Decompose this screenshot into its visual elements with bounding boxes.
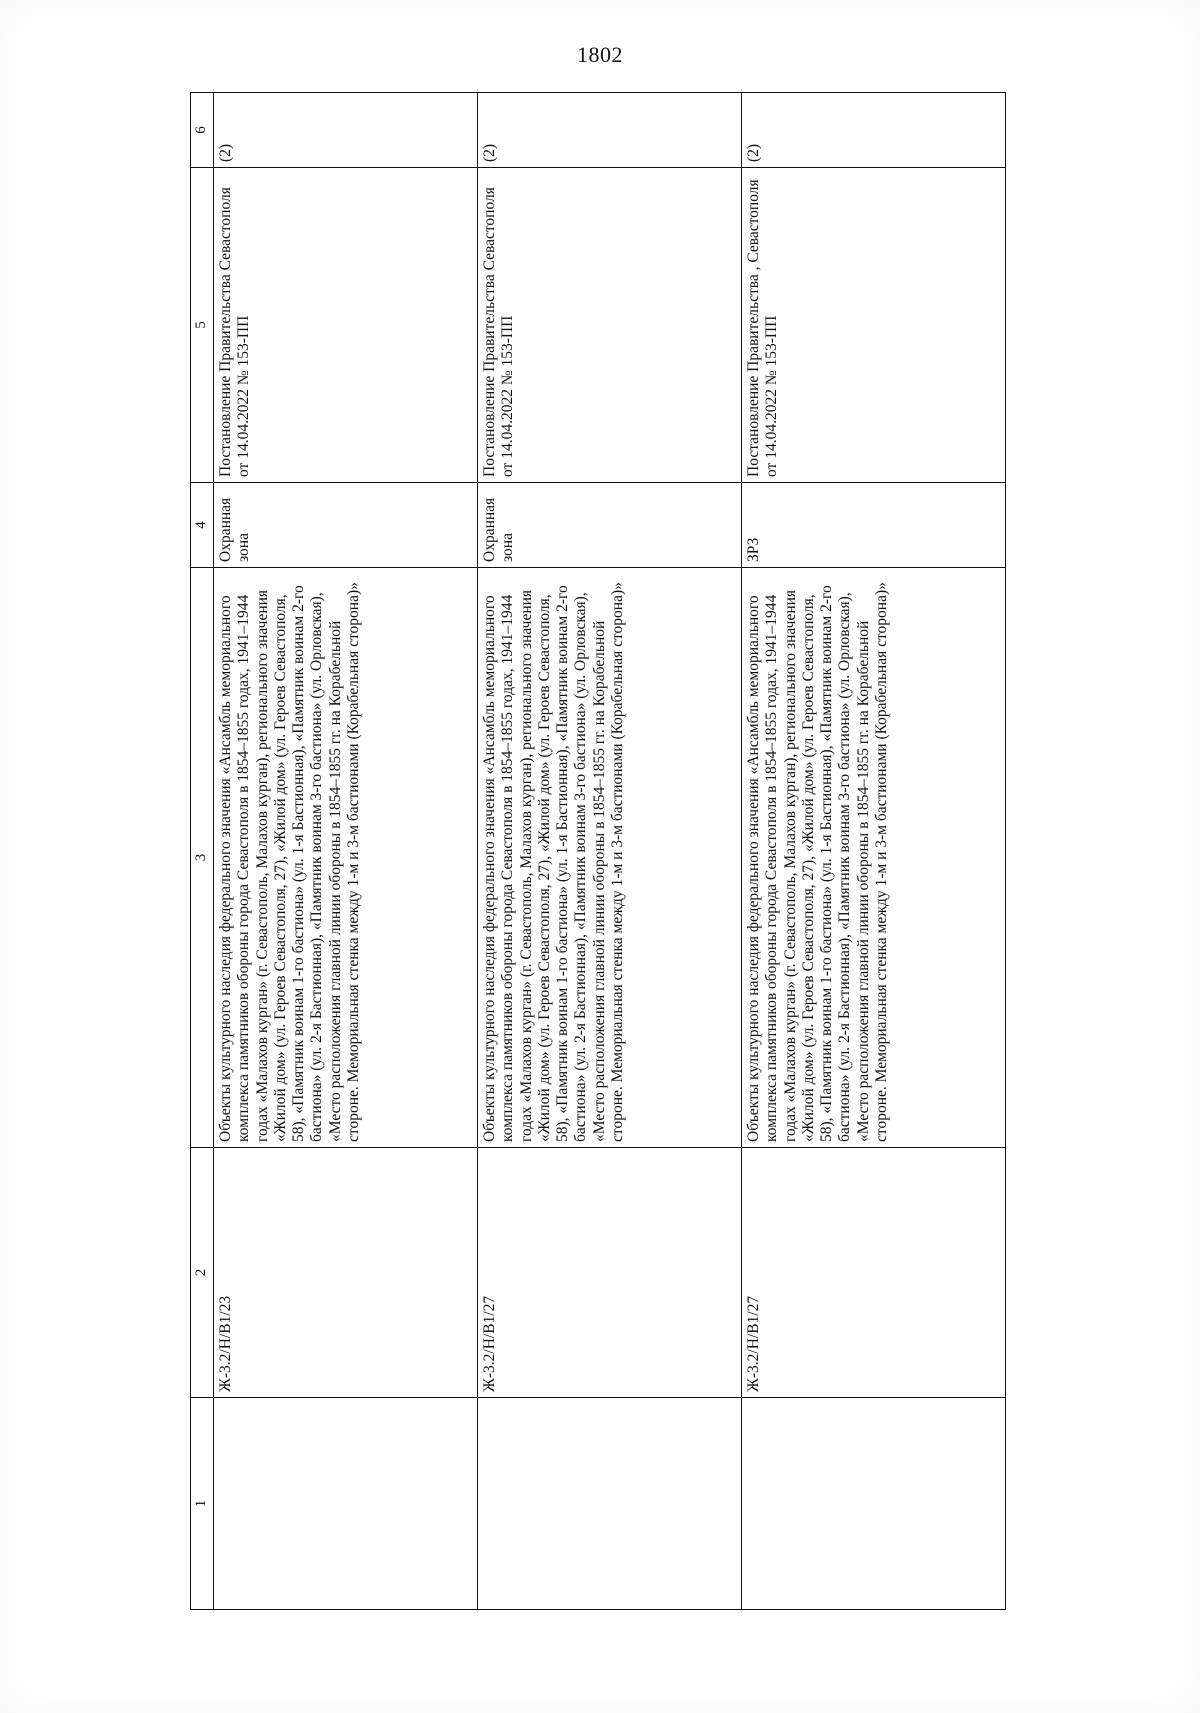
- zone-code-cell: Ж-3.2/Н/В1/27: [478, 1148, 742, 1398]
- rotated-table-container: [190, 93, 1005, 1610]
- zone-code-cell: Ж-3.2/Н/В1/23: [214, 1148, 478, 1398]
- table-row: [214, 93, 478, 1610]
- header-col-1: 1: [191, 1398, 214, 1610]
- zone-type-cell: Охранная зона: [214, 483, 478, 568]
- page-number: 1802: [577, 42, 623, 67]
- table-row: [478, 93, 742, 1610]
- header-col-5: 5: [191, 168, 214, 483]
- header-col-2: 2: [191, 1148, 214, 1398]
- header-col-6: 6: [191, 93, 214, 168]
- zone-type-cell: ЗРЗ: [742, 483, 1006, 568]
- object-description-cell: Объекты культурного наследия федерального значения «Ансамбль мемориального комплекса памятников обороны города Севастополя в 1854–1855 годах, 1941–1944 годах «Малахов курган» (г. Севастополь, Малахов курган), регионального значения «Жилой дом» (ул. Героев Севастополя, 27), «Жилой дом» (ул. Героев Севастополя, 58), «Памятник воинам 1-го бастиона» (ул. 1-я Бастионная), «Памятник воинам 2-го бастиона» (ул. 2-я Бастионная), «Памятник воинам 3-го бастиона» (ул. Орловская), «Место расположения главной линии обороны в 1854–1855 гг. на Корабельной стороне. Мемориальная стенка между 1-м и 3-м бастионами (Корабельная сторона)»: [478, 568, 742, 1148]
- table-row: [742, 93, 1006, 1610]
- legal-document-cell: Постановление Правительства , Севастополя от 14.04.2022 № 153-ПП: [742, 168, 1006, 483]
- note-cell: (2): [214, 93, 478, 168]
- table-header-row: [191, 93, 214, 1610]
- zone-type-cell: Охранная зона: [478, 483, 742, 568]
- row-index-cell: [478, 1398, 742, 1610]
- legal-document-cell: Постановление Правительства Севастополя от 14.04.2022 № 153-ПП: [478, 168, 742, 483]
- header-col-4: 4: [191, 483, 214, 568]
- row-index-cell: [742, 1398, 1006, 1610]
- zone-code-cell: Ж-3.2/Н/В1/27: [742, 1148, 1006, 1398]
- object-description-cell: Объекты культурного наследия федерального значения «Ансамбль мемориального комплекса памятников обороны города Севастополя в 1854–1855 годах, 1941–1944 годах «Малахов курган» (г. Севастополь, Малахов курган), регионального значения «Жилой дом» (ул. Героев Севастополя, 27), «Жилой дом» (ул. Героев Севастополя, 58), «Памятник воинам 1-го бастиона» (ул. 1-я Бастионная), «Памятник воинам 2-го бастиона» (ул. 2-я Бастионная), «Памятник воинам 3-го бастиона» (ул. Орловская), «Место расположения главной линии обороны в 1854–1855 гг. на Корабельной стороне. Мемориальная стенка между 1-м и 3-м бастионами (Корабельная сторона)»: [214, 568, 478, 1148]
- header-col-3: 3: [191, 568, 214, 1148]
- note-cell: (2): [742, 93, 1006, 168]
- legal-document-cell: Постановление Правительства Севастополя от 14.04.2022 № 153-ПП: [214, 168, 478, 483]
- row-index-cell: [214, 1398, 478, 1610]
- object-description-cell: Объекты культурного наследия федерального значения «Ансамбль мемориального комплекса памятников обороны города Севастополя в 1854–1855 годах, 1941–1944 годах «Малахов курган» (г. Севастополь, Малахов курган), регионального значения «Жилой дом» (ул. Героев Севастополя, 27), «Жилой дом» (ул. Героев Севастополя, 58), «Памятник воинам 1-го бастиона» (ул. 1-я Бастионная), «Памятник воинам 2-го бастиона» (ул. 2-я Бастионная), «Памятник воинам 3-го бастиона» (ул. Орловская), «Место расположения главной линии обороны в 1854–1855 гг. на Корабельной стороне. Мемориальная стенка между 1-м и 3-м бастионами (Корабельная сторона)»: [742, 568, 1006, 1148]
- zones-table: [190, 92, 1006, 1610]
- note-cell: (2): [478, 93, 742, 168]
